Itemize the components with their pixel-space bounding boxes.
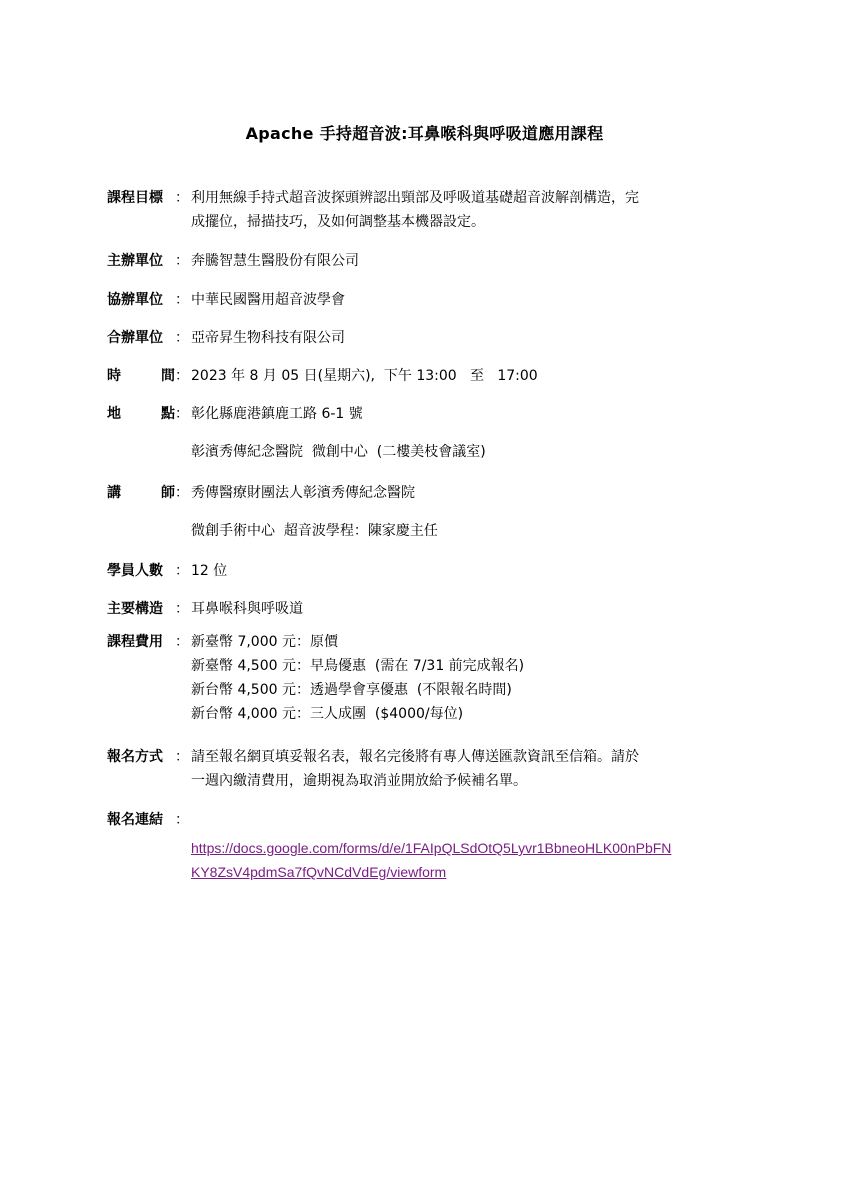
field-value-line: 秀傳醫療財團法人彰濱秀傳紀念醫院 <box>191 485 415 501</box>
field-label-char: 間 <box>161 368 175 384</box>
field-label <box>107 481 175 505</box>
field-colon: ： <box>175 634 189 650</box>
field-label <box>107 402 175 426</box>
field-value-line: 彰化縣鹿港鎮鹿工路 6-1 號 <box>191 406 363 422</box>
field-label: 報名連結 <box>107 812 163 828</box>
field-colon: ： <box>175 406 189 422</box>
field-value: 耳鼻喉科與呼吸道 <box>191 601 303 617</box>
field-label: 課程目標 <box>107 190 163 206</box>
field-label: 合辦單位 <box>107 330 163 346</box>
field-value: 12 位 <box>191 563 228 579</box>
document-title: Apache 手持超音波:耳鼻喉科與呼吸道應用課程 <box>245 124 604 143</box>
field-colon: ： <box>175 253 189 269</box>
field-colon: ： <box>175 563 189 579</box>
field-label-char: 講 <box>107 485 121 501</box>
registration-link-text[interactable]: KY8ZsV4pdmSa7fQvNCdVdEg/viewform <box>191 864 447 880</box>
field-value: 2023 年 8 月 05 日(星期六), 下午 13:00 至 17:00 <box>191 368 538 384</box>
field-colon: ： <box>175 749 189 765</box>
field-value: 中華民國醫用超音波學會 <box>191 292 345 308</box>
field-value <box>191 630 751 726</box>
fee-option: 新台幣 4,500 元：透過學會享優惠 (不限報名時間) <box>191 682 512 698</box>
field-value-line: 微創手術中心 超音波學程：陳家慶主任 <box>191 523 438 539</box>
fee-option: 新臺幣 4,500 元：早鳥優惠 (需在 7/31 前完成報名) <box>191 658 525 674</box>
field-colon: ： <box>175 601 189 617</box>
fee-option: 新臺幣 7,000 元：原價 <box>191 634 338 650</box>
field-value: 亞帝昇生物科技有限公司 <box>191 330 345 346</box>
fee-option: 新台幣 4,000 元：三人成團 ($4000/每位) <box>191 706 464 722</box>
field-colon: ： <box>175 190 189 206</box>
field-value-line: 成擺位，掃描技巧，及如何調整基本機器設定。 <box>191 214 485 230</box>
field-label-char: 時 <box>107 368 121 384</box>
field-colon: ： <box>175 292 189 308</box>
field-colon: ： <box>175 812 189 828</box>
field-value-line: 利用無線手持式超音波探頭辨認出頸部及呼吸道基礎超音波解剖構造，完 <box>191 190 639 206</box>
field-value <box>191 402 751 464</box>
field-value <box>191 481 751 543</box>
field-colon: ： <box>175 368 189 384</box>
field-value <box>191 745 751 793</box>
field-label: 協辦單位 <box>107 292 163 308</box>
field-value <box>191 186 751 234</box>
field-label-char: 點 <box>161 406 175 422</box>
field-colon: ： <box>175 330 189 346</box>
registration-link-line[interactable] <box>191 860 751 884</box>
field-value-line: 彰濱秀傳紀念醫院 微創中心 (二樓美枝會議室) <box>191 444 486 460</box>
field-label <box>107 364 175 388</box>
field-label: 課程費用 <box>107 634 163 650</box>
field-label-char: 師 <box>161 485 175 501</box>
field-value: 奔騰智慧生醫股份有限公司 <box>191 253 359 269</box>
field-label: 主要構造 <box>107 601 163 617</box>
field-label: 報名方式 <box>107 749 163 765</box>
field-label-char: 地 <box>107 406 121 422</box>
registration-link[interactable] <box>191 836 751 884</box>
field-value-line: 請至報名網頁填妥報名表，報名完後將有專人傳送匯款資訊至信箱。請於 <box>191 749 639 765</box>
field-colon: ： <box>175 485 189 501</box>
registration-link-text[interactable]: https://docs.google.com/forms/d/e/1FAIpQLSdOtQ5Lyvr1BbneoHLK00nPbFN <box>191 840 672 856</box>
registration-link-line[interactable] <box>191 836 751 860</box>
field-label: 學員人數 <box>107 563 163 579</box>
field-label: 主辦單位 <box>107 253 163 269</box>
field-value-line: 一週內繳清費用，逾期視為取消並開放給予候補名單。 <box>191 773 527 789</box>
